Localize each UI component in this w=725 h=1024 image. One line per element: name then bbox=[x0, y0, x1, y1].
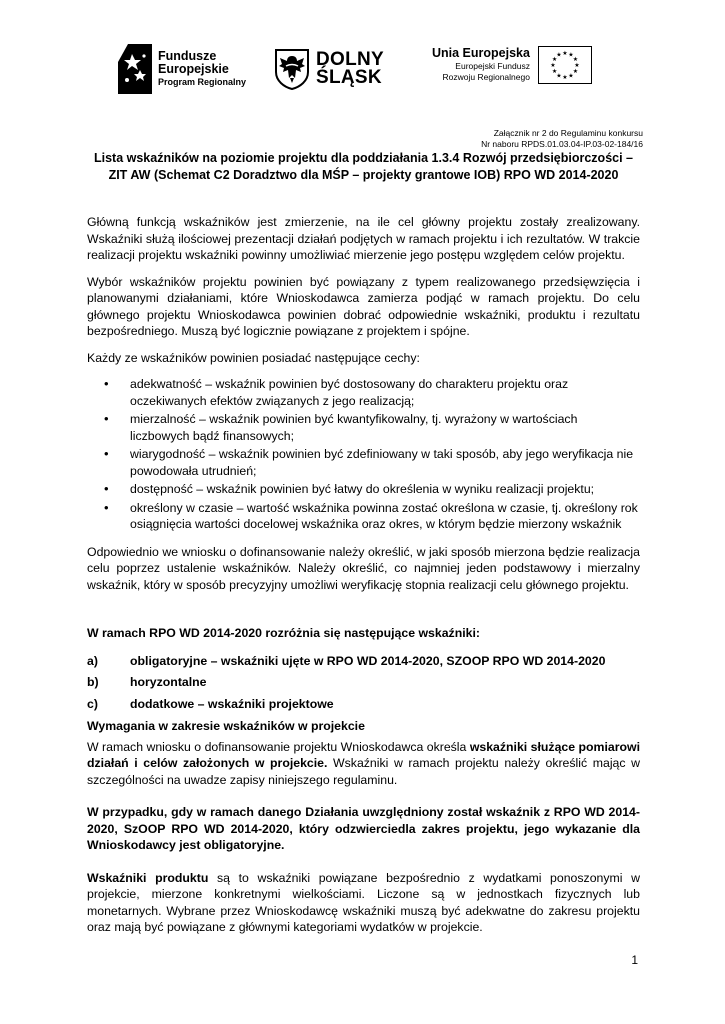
list-item bbox=[87, 653, 640, 670]
ue-line2: Europejski Fundusz bbox=[455, 61, 530, 71]
ue-line1: Unia Europejska bbox=[432, 46, 530, 60]
eagle-crest-icon bbox=[274, 48, 310, 90]
title-line2: ZIT AW (Schemat C2 Doradztwo dla MŚP – projekty grantowe IOB) RPO WD 2014-2020 bbox=[108, 168, 619, 182]
list-letter: c) bbox=[87, 696, 98, 711]
types-list bbox=[87, 653, 640, 713]
unia-europejska-logo bbox=[432, 46, 592, 84]
obligatory-paragraph: W przypadku, gdy w ramach danego Działania uwzględniony został wskaźnik z RPO WD 2014-2020, SzOOP RPO WD 2014-2020, który odzwierciedla zakres projektu, jego wykazanie dla Wnioskodawcy jest obligatoryjne. bbox=[87, 805, 640, 852]
requirements-heading: Wymagania w zakresie wskaźników w projekcie bbox=[87, 719, 365, 733]
ds-line2: ŚLĄSK bbox=[316, 67, 382, 88]
list-item bbox=[87, 696, 640, 713]
types-heading: W ramach RPO WD 2014-2020 rozróżnia się następujące wskaźniki: bbox=[87, 626, 480, 640]
list-text: horyzontalne bbox=[130, 675, 207, 689]
fundusze-europejskie-logo bbox=[118, 44, 246, 94]
svg-text:★: ★ bbox=[551, 68, 558, 75]
list-text: obligatoryjne – wskaźniki ujęte w RPO WD 2014-2020, SZOOP RPO WD 2014-2020 bbox=[130, 653, 606, 668]
svg-text:★: ★ bbox=[568, 72, 574, 80]
list-item: • wiarygodność – wskaźnik powinien być zdefiniowany w taki sposób, aby jego weryfikacja nie powodowała utrudnień; bbox=[87, 446, 640, 479]
product-bold: Wskaźniki produktu bbox=[87, 870, 209, 885]
svg-text:★: ★ bbox=[572, 56, 579, 63]
svg-text:★: ★ bbox=[556, 72, 562, 80]
dolny-slask-logo bbox=[274, 48, 384, 90]
eu-flag-icon bbox=[538, 46, 592, 84]
intro-paragraph-2: Wybór wskaźników projektu powinien być powiązany z typem realizowanego przedsięwzięcia i planowanymi działaniami, które Wnioskodawca zamierza podjąć w ramach projektu. Do celu głównego projektu Wnioskodawca powinien dobrać odpowiednie wskaźniki, produktu i rezultatu bezpośredniego. Muszą być logicznie powiązane z projektem i spójne. bbox=[87, 274, 640, 338]
req-text-bold: wskaźniki służące pomiarowi działań i celów założonych w projekcie. bbox=[87, 739, 640, 770]
requirements-paragraph bbox=[87, 739, 640, 789]
svg-text:★: ★ bbox=[556, 51, 562, 59]
svg-text:★: ★ bbox=[562, 74, 568, 81]
list-item: • określony w czasie – wartość wskaźnika powinna zostać określona w czasie, tj. określony rok osiągnięcia wartości docelowej wskaźnika oraz okres, w którym będzie mierzony wskaźnik bbox=[87, 500, 640, 533]
svg-text:★: ★ bbox=[562, 50, 568, 57]
product-paragraph bbox=[87, 870, 640, 936]
ue-line3: Rozwoju Regionalnego bbox=[442, 72, 530, 82]
list-text: dodatkowe – wskaźniki projektowe bbox=[130, 696, 334, 711]
intro-paragraph-3: Każdy ze wskaźników powinien posiadać następujące cechy: bbox=[87, 350, 420, 365]
list-letter: b) bbox=[87, 675, 99, 689]
fe-line1: Fundusze bbox=[158, 48, 217, 63]
logo-header bbox=[0, 40, 725, 100]
document-title bbox=[87, 150, 640, 184]
after-features-paragraph: Odpowiednio we wniosku o dofinansowanie należy określić, w jaki sposób mierzona będzie realizacja celu poprzez ustalenie wskaźników. Należy określić, co najmniej jeden podstawowy i mierzalny wskaźnik, który w sposób precyzyjny umożliwi weryfikację stopnia realizacji celu głównego projektu. bbox=[87, 544, 640, 592]
svg-text:★: ★ bbox=[572, 68, 579, 75]
fundusze-europejskie-mark-icon bbox=[118, 44, 152, 94]
annex-line1: Załącznik nr 2 do Regulaminu konkursu bbox=[493, 128, 643, 138]
fe-line3: Program Regionalny bbox=[158, 76, 247, 87]
list-item: • dostępność – wskaźnik powinien być łatwy do określenia w wyniku realizacji projektu; bbox=[87, 481, 640, 498]
req-text-before: W ramach wniosku o dofinansowanie projektu Wnioskodawca określa bbox=[87, 739, 470, 754]
ds-line1: DOLNY bbox=[316, 49, 384, 70]
svg-text:★: ★ bbox=[574, 62, 580, 69]
document-body bbox=[87, 150, 640, 946]
intro-paragraph-1: Główną funkcją wskaźników jest zmierzenie, na ile cel główny projektu zostały zrealizowany. Wskaźniki służą ilościowej prezentacji działań podjętych w ramach projektu i ich rezultatów. W trakcie realizacji projektu wskaźniki powinny umożliwiać mierzenie jego postępu względem celów projektu. bbox=[87, 215, 640, 262]
svg-text:★: ★ bbox=[568, 51, 574, 59]
list-item bbox=[87, 674, 640, 691]
list-letter: a) bbox=[87, 653, 98, 668]
fe-line2: Europejskie bbox=[158, 61, 229, 76]
features-list bbox=[87, 376, 640, 533]
svg-text:★: ★ bbox=[550, 62, 556, 69]
annex-note bbox=[481, 128, 643, 150]
title-line1: Lista wskaźników na poziomie projektu dla poddziałania 1.3.4 Rozwój przedsiębiorczości – bbox=[93, 151, 633, 165]
list-item: • mierzalność – wskaźnik powinien być kwantyfikowalny, tj. wyrażony w wartościach liczbowych bądź finansowych; bbox=[87, 411, 640, 444]
annex-line2: Nr naboru RPDS.01.03.04-IP.03-02-184/16 bbox=[481, 139, 643, 149]
product-rest: są to wskaźniki powiązane bezpośrednio z wydatkami ponoszonymi w projekcie, mierzone konkretnymi wielkościami. Liczone są w jednostkach fizycznych lub monetarnych. Wybrane przez Wnioskodawcę wskaźniki muszą być adekwatne do zakresu projektu oraz mają być powiązane z głównymi kategoriami wydatków w projekcie. bbox=[87, 870, 640, 934]
list-item: • adekwatność – wskaźnik powinien być dostosowany do charakteru projektu oraz oczekiwanych efektów związanych z jego realizacją; bbox=[87, 376, 640, 409]
svg-text:★: ★ bbox=[551, 56, 558, 63]
req-text-after: Wskaźniki w ramach projektu należy określić mając w szczególności na uwadze zapisy niniejszego regulaminu. bbox=[87, 756, 641, 787]
page-number: 1 bbox=[631, 953, 638, 967]
